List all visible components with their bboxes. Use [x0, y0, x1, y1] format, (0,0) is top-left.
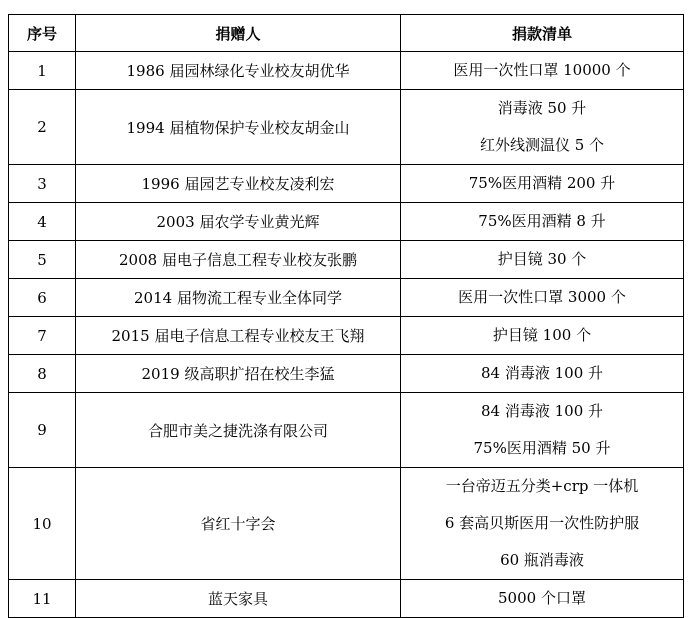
donation-item: 护目镜 100 个: [492, 326, 592, 344]
header-donation-list: 捐款清单: [401, 15, 684, 52]
donation-item: 75%医用酒精 50 升: [473, 439, 611, 457]
table-row: [9, 241, 684, 279]
donation-item: 6 套高贝斯医用一次性防护服: [444, 514, 640, 532]
donor-cell: 1986 届园林绿化专业校友胡优华: [76, 52, 401, 90]
donation-item: 一台帝迈五分类+crp 一体机: [445, 477, 639, 495]
table-row: [9, 468, 684, 580]
serial-number-cell: 3: [9, 165, 76, 203]
serial-number-cell: 2: [9, 90, 76, 165]
serial-number-cell: 1: [9, 52, 76, 90]
table-row: [9, 355, 684, 393]
donation-item: 医用一次性口罩 3000 个: [458, 288, 626, 306]
table-row: [9, 165, 684, 203]
donation-item: 84 消毒液 100 升: [480, 402, 604, 420]
donor-cell: 1994 届植物保护专业校友胡金山: [76, 90, 401, 165]
serial-number-cell: 7: [9, 317, 76, 355]
donor-cell: 2014 届物流工程专业全体同学: [76, 279, 401, 317]
table-row: [9, 279, 684, 317]
donation-item: 消毒液 50 升: [497, 99, 587, 117]
donation-item: 75%医用酒精 8 升: [478, 212, 606, 230]
donation-items-cell: [401, 203, 684, 241]
donation-table: [8, 14, 684, 618]
donation-items-cell: [401, 90, 684, 165]
table-header-row: [9, 15, 684, 52]
donor-cell: 2015 届电子信息工程专业校友王飞翔: [76, 317, 401, 355]
table-body: [9, 52, 684, 618]
donation-item: 5000 个口罩: [498, 589, 586, 607]
table-row: [9, 90, 684, 165]
serial-number-cell: 8: [9, 355, 76, 393]
donor-cell: 1996 届园艺专业校友凌利宏: [76, 165, 401, 203]
serial-number-cell: 6: [9, 279, 76, 317]
table-row: [9, 317, 684, 355]
donation-item: 红外线测温仪 5 个: [479, 136, 605, 154]
donor-cell: 2003 届农学专业黄光辉: [76, 203, 401, 241]
donor-cell: 2019 级高职扩招在校生李猛: [76, 355, 401, 393]
donation-items-cell: [401, 165, 684, 203]
donation-item: 75%医用酒精 200 升: [468, 174, 616, 192]
serial-number-cell: 9: [9, 393, 76, 468]
table-row: [9, 52, 684, 90]
donation-item: 医用一次性口罩 10000 个: [453, 61, 631, 79]
donor-cell: 省红十字会: [76, 468, 401, 580]
donor-cell: 2008 届电子信息工程专业校友张鹏: [76, 241, 401, 279]
donor-cell: 合肥市美之捷洗涤有限公司: [76, 393, 401, 468]
serial-number-cell: 11: [9, 580, 76, 618]
header-serial-number: 序号: [9, 15, 76, 52]
donation-items-cell: [401, 393, 684, 468]
table-row: [9, 393, 684, 468]
donation-items-cell: [401, 241, 684, 279]
serial-number-cell: 5: [9, 241, 76, 279]
donor-cell: 蓝天家具: [76, 580, 401, 618]
donation-items-cell: [401, 279, 684, 317]
donation-item: 84 消毒液 100 升: [480, 364, 604, 382]
donation-items-cell: [401, 468, 684, 580]
serial-number-cell: 4: [9, 203, 76, 241]
donation-items-cell: [401, 355, 684, 393]
donation-item: 护目镜 30 个: [497, 250, 587, 268]
donation-items-cell: [401, 317, 684, 355]
donation-items-cell: [401, 52, 684, 90]
donation-item: 60 瓶消毒液: [500, 551, 584, 569]
table-row: [9, 203, 684, 241]
header-donor: 捐赠人: [76, 15, 401, 52]
serial-number-cell: 10: [9, 468, 76, 580]
